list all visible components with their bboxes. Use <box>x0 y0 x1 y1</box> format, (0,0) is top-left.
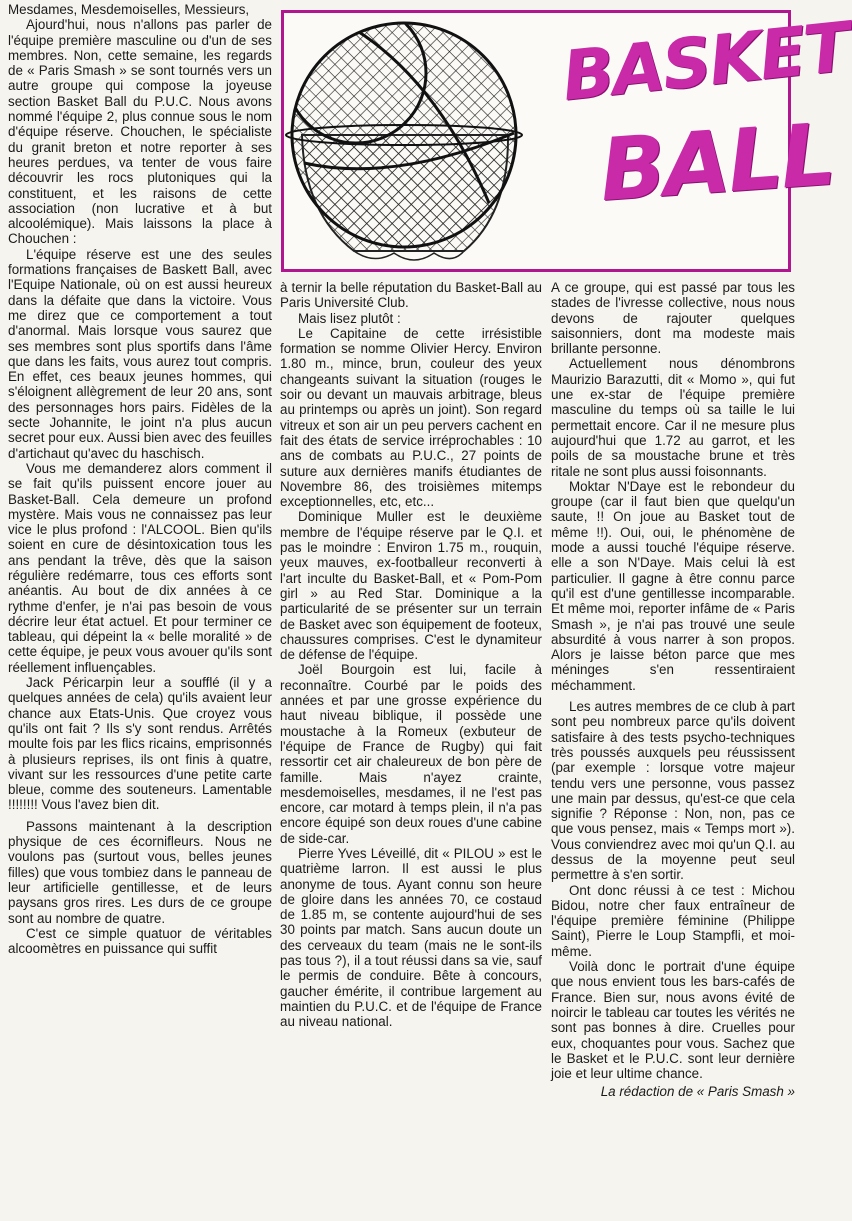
paragraph: L'équipe réserve est une des seules formations françaises de Baskett Ball, avec l'Equipe Nationale, où on est aussi heureux dans la défaite que dans la victoire. Vous me direz que ce comportement a tout d'anormal. Mais lorsque vous saurez que ses membres sont plus sportifs dans l'âme que dans les faits, vous aurez tout compris. En effet, ces beaux jeunes hommes, qui s'éloignent allègrement de leur 20 ans, sont des personnages hors pairs. Fidèles de la secte Johannite, le joint n'a plus aucun secret pour eux. Aussi bien avec des feuilles d'artichaut qu'avec du haschisch. <box>8 246 272 461</box>
paragraph: Joël Bourgoin est lui, facile à reconnaître. Courbé par le poids des années et par une grosse expérience du haut niveau biblique, il possède une moustache à la Romeux (exbuteur de l'équipe de France de Rugby) qui fait ressortir cet air chaleureux de bon père de famille. Mais n'ayez crainte, mesdemoiselles, mesdames, il ne l'est pas encore, car motard à temps plein, il n'a pas encore équipé son deux roues d'une cabine de side-car. <box>280 662 542 846</box>
paragraph: Ajourd'hui, nous n'allons pas parler de l'équipe première masculine ou d'un de ses membres. Non, cette semaine, les regards de « Paris Smash » se sont tournés vers un autre groupe qui compose la joyeuse section Basket Ball du P.U.C. Nous avons nommé l'équipe 2, plus connue sous le nom d'équipe réserve. Chouchen, le spécialiste du granit breton et notre reporter à ses heures perdues, va tenter de vous faire découvrir les rocs plutoniques qui la constituent, et les raisons de cette association (non lucrative et à but alcoolémique). Mais laissons la place à Chouchen : <box>8 17 272 247</box>
paragraph: Le Capitaine de cette irrésistible formation se nomme Olivier Hercy. Environ 1.80 m., mince, brun, couleur des yeux changeants suivant la situation (rouges le soir ou devant un mauvais arbitrage, bleus au printemps ou après un joint). Son regard vitreux et son air un peu pervers cachent en fait des états de service irréprochables : 10 ans de combats au P.U.C., 27 points de suture aux dernières manifs étudiantes de Novembre 86, des troisièmes mitemps exceptionnelles, etc, etc... <box>280 325 542 510</box>
paragraph: A ce groupe, qui est passé par tous les stades de l'ivresse collective, nous nous devons de rajouter quelques saisonniers, dont ma modeste mais brillante personne. <box>551 280 795 357</box>
paragraph: à ternir la belle réputation du Basket-Ball au Paris Université Club. <box>280 280 542 311</box>
paragraph: Mais lisez plutôt : <box>298 310 401 326</box>
paragraph: Dominique Muller est le deuxième membre de l'équipe réserve par le Q.I. et pas le moindre : Environ 1.75 m., rouquin, yeux mauves, ex-footballeur reconverti à l'art inculte du Basket-Ball, et « Pom-Pom girl » au Red Star. Dominique a la particularité de se présenter sur un terrain de Basket avec son équipement de footeux, chaussures comprises. C'est le dynamiteur de défense de l'équipe. <box>280 509 542 663</box>
article-column-3 <box>551 280 795 1220</box>
paragraph: Jack Péricarpin leur a soufflé (il y a quelques années de cela) qu'ils avaient leur chance aux Etats-Unis. Que croyez vous qu'ils ont fait ? Ils s'y sont rendus. Arrêtés moulte fois par les flics ricains, emprisonnés à plusieurs reprises, ils ont finis à quatre, vivant sur les ressources d'une petite carte bleue, comme des souteneurs. Lamentable !!!!!!!! Vous l'avez bien dit. <box>8 675 272 813</box>
article-banner <box>281 8 852 272</box>
paragraph: Voilà donc le portrait d'une équipe que nous envient tous les bars-cafés de France. Bien sur, nous avons évité de noircir le tableau car toutes les vérités ne sont pas bonnes à dire. Cruelles pour eux, choquantes pour vous. Sachez que le Basket et le P.U.C. sont leur dernière joie et leur ultime chance. <box>551 959 795 1082</box>
paragraph: C'est ce simple quatuor de véritables alcoomètres en puissance qui suffit <box>8 925 272 957</box>
article-column-1 <box>8 2 272 1220</box>
paragraph: Vous me demanderez alors comment il se fait qu'ils puissent encore jouer au Basket-Ball. Cela demeure un profond mystère. Mais vous ne connaissez pas leur vice le plus profond : l'ALCOOL. Bien qu'ils soient en cure de désintoxication tous les ans pendant la trêve, dès que la saison régulière redémarre, tous ces efforts sont anéantis. Au bout de dix années à ce rythme d'enfer, je n'ai pas besoin de vous décrire leur état actuel. Et pour terminer ce tableau, qui dépeint la « belle moralité » de cette équipe, je peux vous avouer qu'ils sont réellement influençables. <box>8 460 272 675</box>
salutation: Mesdames, Mesdemoiselles, Messieurs, <box>8 2 250 17</box>
banner-title-basket: BASKET <box>558 8 852 117</box>
banner-title-ball: BALL <box>596 104 837 222</box>
signature: La rédaction de « Paris Smash » <box>600 1084 795 1100</box>
paragraph: Pierre Yves Léveillé, dit « PILOU » est le quatrième larron. Il est aussi le plus anonyme de tous. Ayant connu son heure de gloire dans les années 70, ce costaud de 1.85 m, se contente aujourd'hui de ses 30 points par match. Sans aucun doute un des cerveaux du team (mais ne le sont-ils pas tous ?), il a tout réussi dans sa vie, sauf le permis de conduire. Bête à concours, gaucher émérite, il contribue largement au maintien du P.U.C. et de l'équipe de France au niveau national. <box>280 845 542 1030</box>
paragraph: Ont donc réussi à ce test : Michou Bidou, notre cher faux entraîneur de l'équipe première féminine (Philippe Saint), Pierre le Loup Stampfli, et moi-même. <box>551 882 795 959</box>
paragraph: Passons maintenant à la description physique de ces écornifleurs. Nous ne voulons pas (surtout vous, belles jeunes filles) que vous tombiez dans le panneau de leur artificielle gentillesse, et de leurs paysans gros rires. Les durs de ce groupe sont au nombre de quatre. <box>8 818 272 926</box>
paragraph: Les autres membres de ce club à part sont peu nombreux parce qu'ils doivent satisfaire à des tests psycho-techniques très poussés auxquels peu réussissent (par exemple : lorsque votre majeur tendu vers une personne, vous passez une main par dessus, qu'est-ce que cela signifie ? Réponse : Non, non, pas ce que vous pensez, mais « Temps mort »). Vous conviendrez avec moi qu'un Q.I. au dessus de la moyenne peut seul permettre à s'en sortir. <box>551 699 795 883</box>
article-column-2 <box>280 280 542 1220</box>
paragraph: Moktar N'Daye est le rebondeur du groupe (car il faut bien que quelqu'un saute, !! On joue au Basket tout de même !!). Oui, oui, le phénomène de mode a aussi touché l'équipe réserve. elle a son N'Daye. Mais celui là est particulier. Il gagne à être connu parce qu'il est d'une gentillesse incomparable. Et même moi, reporter infâme de « Paris Smash », je n'ai pas trouvé une seule absurdité à vous narrer à son propos. Alors je laisse béton parce que mes méninges s'en ressentiraient méchamment. <box>551 478 795 693</box>
paragraph: Actuellement nous dénombrons Maurizio Barazutti, dit « Momo », qui fut une ex-star de l'équipe première masculine du temps où sa taille le lui permettait encore. Car il ne mesure plus aujourd'hui que 1.72 au garrot, et les poils de sa moustache brune et très ritale ne sont plus aussi foisonnants. <box>551 356 795 479</box>
